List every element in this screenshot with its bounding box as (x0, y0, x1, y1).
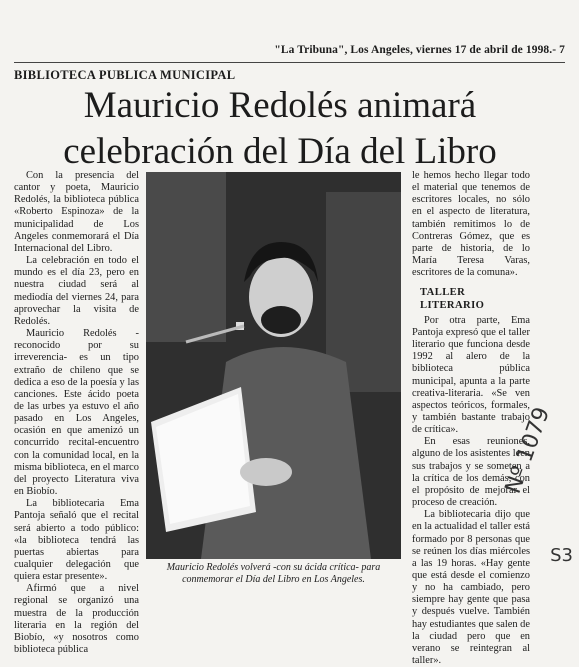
paragraph: En esas reuniones, alguno de los asistentes leen sus trabajos y se someten a la crítica de los demás, con el propósito de mejorar el proceso de creación. (412, 436, 530, 509)
photo-caption: Mauricio Redolés volverá -con su ácida crítica- para conmemorar el Día del Libro en Los Angeles. (166, 562, 381, 585)
paragraph: le hemos hecho llegar todo el material que tenemos de escritores locales, no sólo en el aspecto de literatura, también remitimos lo de Contreras Gómez, que es parte de historia, de lo María Teresa Varas, escritores de la comuna». (412, 170, 530, 279)
headline-line-1: Mauricio Redolés animará (83, 85, 477, 126)
subheading: TALLER LITERARIO (420, 287, 485, 311)
paragraph: La bibliotecaria dijo que en la actualidad el taller está formado por 8 personas que se reúnen los días miércoles a las 19 horas. «Hay gente que está desde el comienzo y no ha cambiado, pero siempre hay gente que pasa y después vuelve. También hay estudiantes que salen de la ciudad pero que en verano se reintegran al taller». (412, 509, 530, 667)
section-title: BIBLIOTECA PUBLICA MUNICIPAL (14, 68, 236, 82)
paragraph: Con la presencia del cantor y poeta, Mauricio Redolés, la biblioteca pública «Roberto Espinoza» de la municipalidad de Los Angeles conmemorará el Día Internacional del Libro. (14, 170, 139, 254)
handwritten-page: S3 (550, 545, 573, 566)
paragraph: La bibliotecaria Ema Pantoja señaló que el recital será abierto a todo público: «la biblioteca tendrá las puertas abiertas para cualquier delegación que quiera estar presente». (14, 498, 139, 583)
paragraph: Mauricio Redolés -reconocido por su irreverencia- es un tipo extraño de chileno que se dedica a eso de la poesía y las canciones. Este ácido poeta de las urbes ya estuvo el año pasado en Los Angeles, ocasión en que amenizó un concurrido recital-encuentro con la comunidad local, en la misma biblioteca, en el marco del proyecto Literatura viva en Biobío. (14, 328, 139, 498)
handwritten-number: Nº 1079 (500, 404, 556, 497)
article-photo (146, 172, 401, 559)
headline-line-2: celebración del Día del Libro (63, 131, 497, 172)
dateline: "La Tribuna", Los Angeles, viernes 17 de abril de 1998.- 7 (274, 44, 565, 56)
paragraph: Afirmó que a nivel regional se organizó una muestra de la producción literaria en la región del Biobío, «y nosotros como biblioteca pública (14, 583, 139, 656)
header-rule (14, 62, 565, 63)
article-column-1 (14, 170, 139, 656)
paragraph: Por otra parte, Ema Pantoja expresó que el taller literario que funciona desde 1992 al alero de la biblioteca pública municipal, apunta a la parte creativa-literaria. «Se ven aspectos teóricos, formales, y también bastante trabajo de crítica». (412, 314, 530, 436)
article-column-3 (412, 170, 530, 667)
paragraph: La celebración en todo el mundo es el día 23, pero en nuestra ciudad será al mediodía del viernes 24, para aprovechar la visita de Redolés. (14, 255, 139, 327)
